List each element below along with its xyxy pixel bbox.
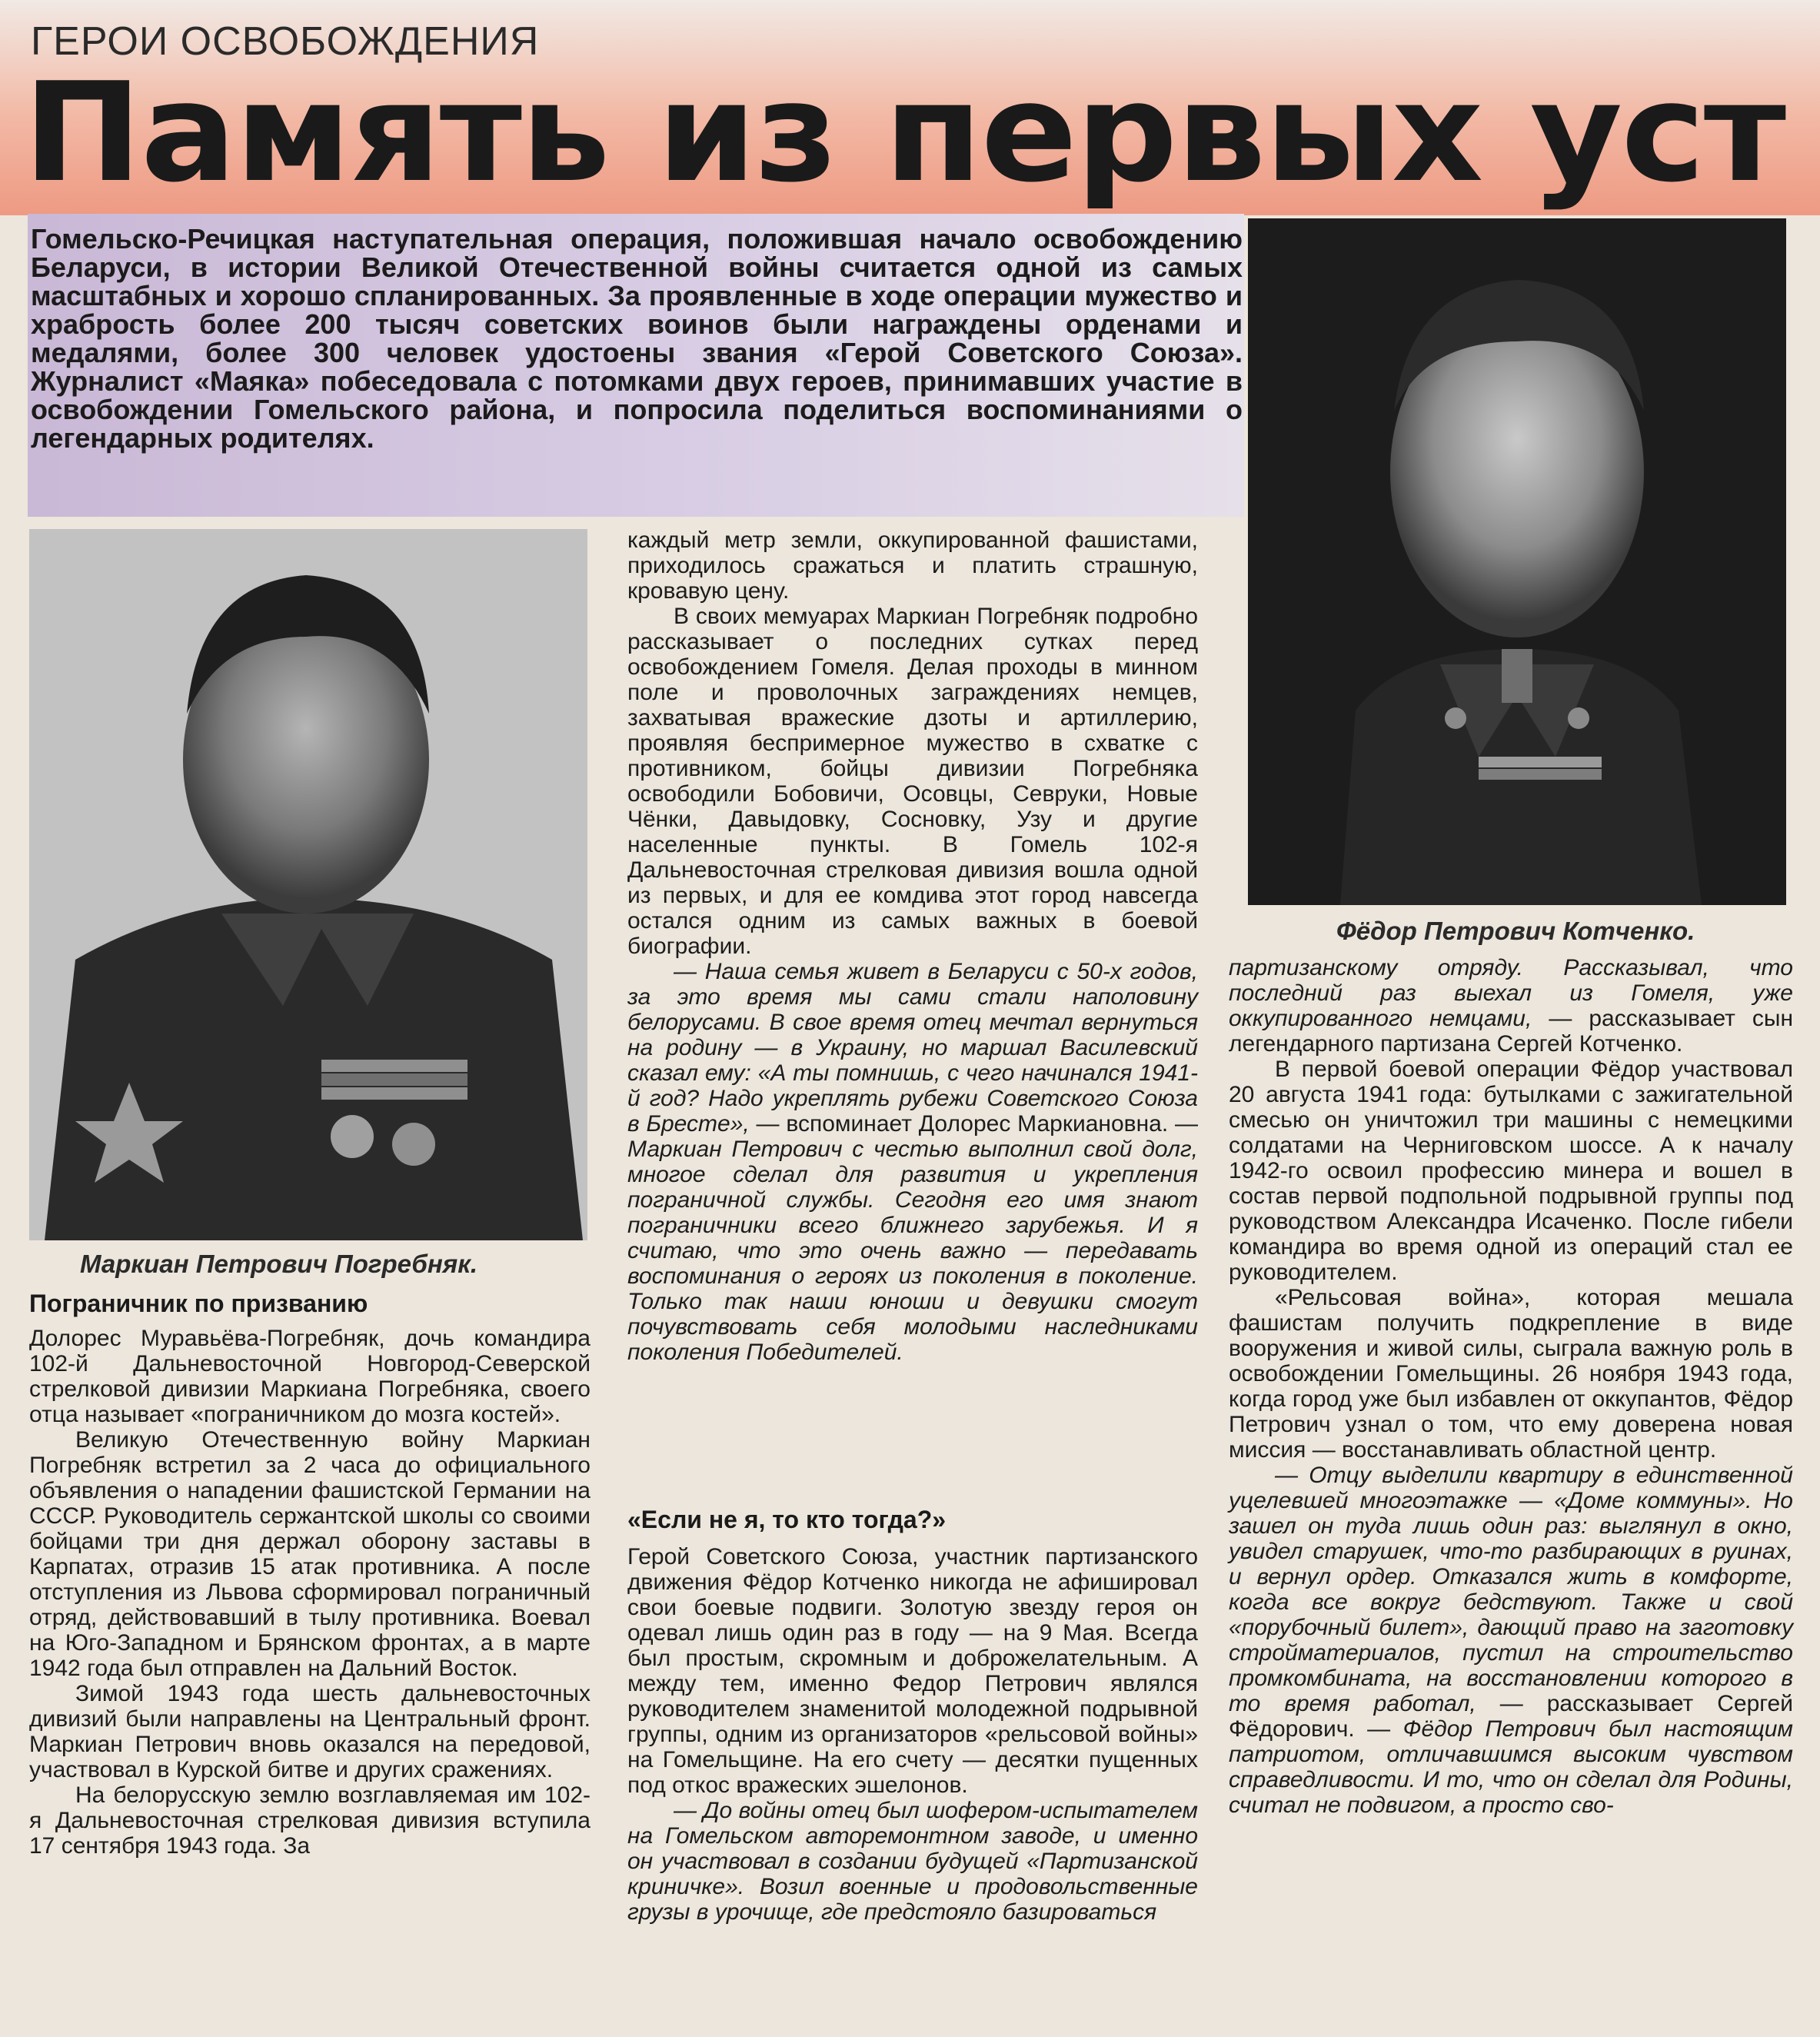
column-2 [627, 528, 1198, 1365]
portrait-pogrebnyak-image [29, 529, 587, 1240]
lead-block [28, 214, 1244, 517]
col2-paragraph: В своих мемуарах Маркиан Погребняк подробно рассказывает о последних сутках перед освобождением Гомеля. Делая проходы в минном поле и проволочных заграждениях немцев, захватывая вражеские дзоты и артиллерию, проявляя беспримерное мужество в схватке с противником, бойцы дивизии Погребняка освободили Бобовичи, Осовцы, Севруки, Новые Чёнки, Давыдовку, Сосновку, Узу и другие населенные пункты. В Гомель 102-я Дальневосточная стрелковая дивизия вошла одной из первых, и для ее комдива этот город навсегда остался одним из самых важных в боевой биографии. [627, 604, 1198, 959]
col2-quote-part: — Наша семья живет в Беларуси с 50-х годов, за это время мы сами стали наполовину белорусами. В свое время отец мечтал вернуться на родину — в Украину, но маршал Василевский сказал ему: «А ты помнишь, с чего начинался 1941-й год? Надо укреплять рубежи Советского Союза в Бресте», [627, 959, 1198, 1137]
caption-pogrebnyak: Маркиан Петрович Погребняк. [80, 1250, 478, 1278]
caption-kotchenko: Фёдор Петрович Котченко. [1336, 917, 1695, 945]
column-2-second-part [627, 1544, 1198, 1925]
headline: Память из первых уст [23, 53, 1785, 212]
col1-paragraph: Зимой 1943 года шесть дальневосточных дивизий были направлены на Центральный фронт. Маркиан Петрович вновь оказался на передовой, участвовал в Курской битве и других сражениях. [29, 1681, 591, 1782]
col2-quote [627, 959, 1198, 1365]
col3-quote [1229, 1463, 1793, 1818]
photo-kotchenko [1248, 218, 1786, 905]
col1-paragraph: Великую Отечественную войну Маркиан Погребняк встретил за 2 часа до официального объявления о нападении фашистской Германии на СССР. Руководитель сержантской школы со своими бойцами три дня держал оборону заставы в Карпатах, отразив 15 атак противника. А после отступления из Львова сформировал пограничный отряд, действовавший в тылу противника. Воевал на Юго-Западном и Брянском фронтах, а в марте 1942 года был отправлен на Дальний Восток. [29, 1427, 591, 1681]
portrait-kotchenko-image [1248, 218, 1786, 905]
column-3 [1229, 955, 1793, 1818]
header-band [0, 0, 1820, 215]
col3-quote-part: — Отцу выделили квартиру в единственной уцелевшей многоэтажке — «Доме коммуны». Но зашел он туда лишь один раз: выглянул в окно, увидел старушек, что-то разбирающих в руинах, и вернул ордер. Отказался жить в комфорте, когда все вокруг бедствуют. Также и свой «порубочный билет», дающий право на заготовку стройматериалов, пустил на строительство промкомбината, на восстановлении которого в то время работал, [1229, 1463, 1793, 1716]
col2-quote-part: Маркиан Петрович с честью выполнил свой долг, многое сделал для развития и укрепления пограничной службы. Сегодня его имя знают пограничники всего ближнего зарубежья. И я считаю, что это очень важно — передавать воспоминания о героях из поколения в поколение. Только так наши юноши и девушки смогут почувствовать себя молодыми наследниками поколения Победителей. [627, 1137, 1198, 1365]
column-1 [29, 1326, 591, 1859]
subhead-esli-ne-ya: «Если не я, то кто тогда?» [627, 1506, 947, 1533]
col3-paragraph: В первой боевой операции Фёдор участвовал 20 августа 1941 года: бутылками с зажигательной смесью он уничтожил три машины с немецкими солдатами на Черниговском шоссе. А к началу 1942-го освоил профессию минера и вошел в состав первой подпольной подрывной группы под руководством Александра Исаченко. После гибели командира во время одной из операций стал ее руководителем. [1229, 1057, 1793, 1285]
col3-quote-part: партизанскому отряду. Рассказывал, что последний раз выехал из Гомеля, уже оккупированного немцами, [1229, 955, 1793, 1031]
col1-paragraph: На белорусскую землю возглавляемая им 102-я Дальневосточная стрелковая дивизия вступила 17 сентября 1943 года. За [29, 1782, 591, 1859]
lead-text: Гомельско-Речицкая наступательная операция, положившая начало освобождению Беларуси, в истории Великой Отечественной войны считается одной из самых масштабных и хорошо спланированных. За проявленные в ходе операции мужество и храбрость более 200 тысяч советских воинов были награждены орденами и медалями, более 300 человек удостоены звания «Герой Советского Союза». Журналист «Маяка» побеседовала с потомками двух героев, принимавших участие в освобождении Гомельского района, и попросила поделиться воспоминаниями о легендарных родителях. [31, 223, 1243, 454]
col3-quote-part: Фёдор Петрович был настоящим патриотом, отличавшимся высоким чувством справедливости. И то, что он сделал для Родины, считал не подвигом, а просто сво- [1229, 1716, 1793, 1818]
col3-paragraph: «Рельсовая война», которая мешала фашистам получить подкрепление в виде вооружения и живой силы, сыграла важную роль в освобождении Гомельщины. 26 ноября 1943 года, когда город уже был избавлен от оккупантов, Фёдор Петрович узнал о том, что ему доверена новая миссия — восстанавливать областной центр. [1229, 1285, 1793, 1463]
rubric: ГЕРОИ ОСВОБОЖДЕНИЯ [31, 19, 540, 64]
col3-attribution: — рассказывает сын легендарного партизана Сергей Котченко. [1229, 1006, 1794, 1057]
subhead-pogranichnik: Пограничник по призванию [29, 1290, 368, 1317]
col3-quote [1229, 955, 1793, 1057]
photo-pogrebnyak [29, 529, 587, 1240]
col2-paragraph: каждый метр земли, оккупированной фашистами, приходилось сражаться и платить страшную, кровавую цену. [627, 528, 1198, 604]
col2-attribution: — вспоминает Долорес Маркиановна. — [749, 1111, 1199, 1137]
col2-paragraph: Герой Советского Союза, участник партизанского движения Фёдор Котченко никогда не афишировал свои боевые подвиги. Золотую звезду героя он одевал лишь один раз в году — на 9 Мая. Всегда был простым, скромным и доброжелательным. А между тем, именно Федор Петрович являлся руководителем знаменитой молодежной подрывной группы, одним из организаторов «рельсовой войны» на Гомельщине. На его счету — десятки пущенных под откос вражеских эшелонов. [627, 1544, 1198, 1798]
col2-quote: — До войны отец был шофером-испытателем на Гомельском авторемонтном заводе, и именно он участвовал в создании будущей «Партизанской криничке». Возил военные и продовольственные грузы в урочище, где предстояло базироваться [627, 1798, 1198, 1925]
col1-paragraph: Долорес Муравьёва-Погребняк, дочь командира 102-й Дальневосточной Новгород-Северской стрелковой дивизии Маркиана Погребняка, своего отца называет «пограничником до мозга костей». [29, 1326, 591, 1427]
col3-attribution: — рассказывает Сергей Фёдорович. — [1229, 1691, 1793, 1742]
